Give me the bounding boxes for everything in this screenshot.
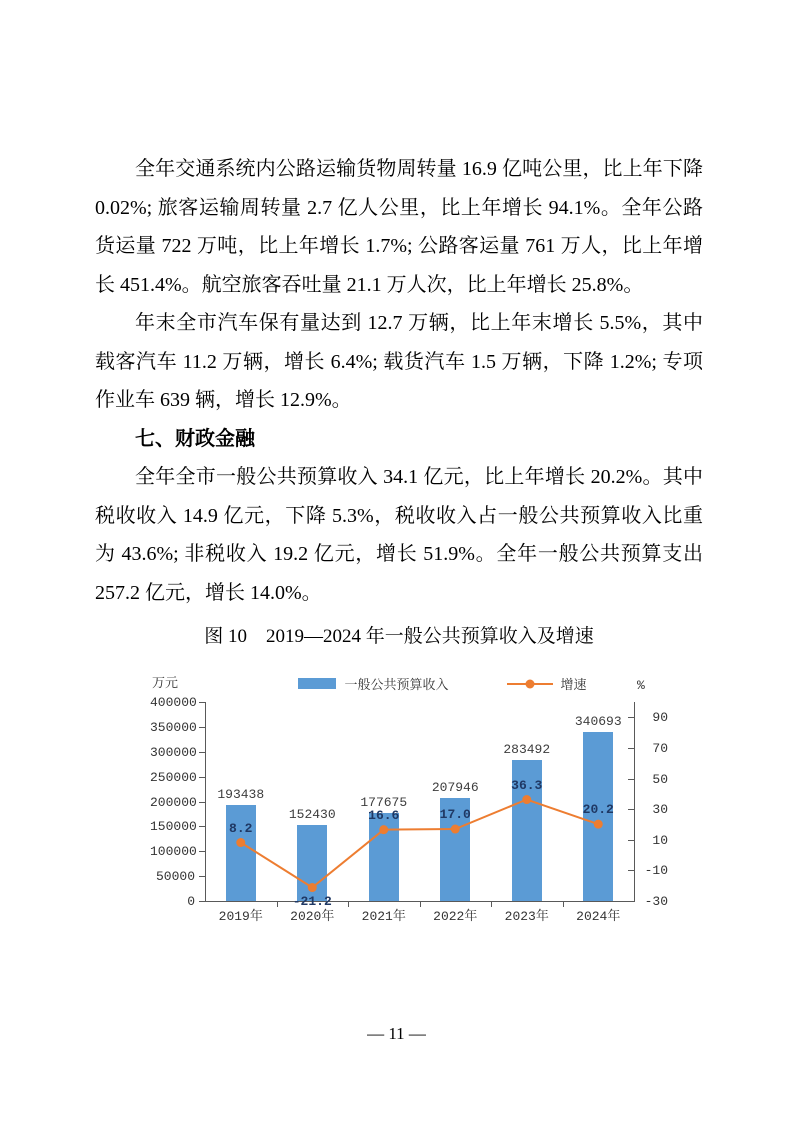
line-marker-2024年 (594, 820, 603, 829)
growth-rate-label: 36.3 (511, 777, 543, 793)
right-axis-tick-label: -30 (644, 894, 668, 909)
left-axis-tick-label: 400000 (150, 695, 197, 710)
right-axis-tick-label: 10 (652, 832, 668, 848)
right-axis-unit-label: % (637, 678, 645, 693)
x-axis-category-label: 2022年 (433, 909, 478, 924)
growth-rate-label: 16.6 (368, 807, 400, 823)
paragraph-transport-turnover: 全年交通系统内公路运输货物周转量 16.9 亿吨公里，比上年下降 0.02%; 旅客运输周转量 2.7 亿人公里，比上年增长 94.1%。全年公路货运量 722 万吨，比上年增长 1.7%; 公路客运量 761 万人，比上年增长 451.4%。航空旅客吞吐量 21.1 万人次，比上年增长 25.8%。 (95, 158, 703, 296)
left-axis-tick-label: 250000 (150, 769, 197, 785)
left-axis-tick-label: 300000 (150, 744, 197, 760)
right-axis-tick-label: -10 (644, 863, 668, 879)
x-axis-category-label: 2024年 (576, 909, 621, 924)
x-axis-category-label: 2020年 (290, 909, 335, 924)
legend-label-growth-rate: 增速 (560, 677, 587, 692)
bar-value-label: 177675 (360, 794, 408, 810)
growth-rate-label: 17.0 (439, 807, 471, 823)
x-axis-category-label: 2019年 (218, 909, 263, 924)
growth-rate-label: 8.2 (229, 820, 253, 836)
bar-value-label: 283492 (503, 741, 551, 757)
line-marker-2019年 (236, 838, 245, 847)
paragraph-vehicle-ownership: 年末全市汽车保有量达到 12.7 万辆，比上年末增长 5.5%，其中载客汽车 11.2 万辆，增长 6.4%; 载货汽车 1.5 万辆，下降 1.2%; 专项作业车 639 辆，增长 12.9%。 (95, 312, 703, 411)
left-axis-tick-label: 50000 (155, 869, 195, 885)
line-marker-2022年 (451, 825, 460, 834)
right-axis-tick-label: 70 (652, 740, 668, 756)
line-marker-2020年 (308, 883, 317, 892)
legend-label-budget-revenue: 一般公共预算收入 (344, 677, 449, 692)
chart-figure-10-budget-revenue (150, 664, 685, 932)
growth-rate-label: -21.2 (292, 893, 332, 909)
line-marker-2023年 (522, 795, 531, 804)
right-axis-tick-label: 50 (652, 771, 668, 787)
left-axis-tick-label: 350000 (150, 719, 197, 735)
growth-rate-label: 20.2 (582, 802, 614, 818)
right-axis-tick-label: 30 (652, 802, 668, 818)
left-axis-unit-label: 万元 (152, 676, 179, 691)
left-axis-tick-label: 100000 (150, 844, 197, 860)
left-axis-tick-label: 150000 (150, 819, 197, 835)
bar-value-label: 193438 (217, 786, 265, 802)
bar-value-label: 340693 (574, 713, 622, 729)
page-content (95, 150, 703, 932)
bar-value-label: 207946 (431, 779, 479, 795)
left-axis-tick-label: 200000 (150, 794, 197, 810)
bar-value-label: 152430 (288, 807, 336, 823)
figure-caption: 图 10 2019—2024 年一般公共预算收入及增速 (204, 626, 594, 647)
line-marker-2021年 (379, 825, 388, 834)
left-axis-tick-label: 0 (187, 894, 195, 909)
right-axis-tick-label: 90 (652, 710, 668, 726)
x-axis-category-label: 2021年 (361, 909, 406, 924)
paragraph-public-budget: 全年全市一般公共预算收入 34.1 亿元，比上年增长 20.2%。其中税收收入 14.9 亿元，下降 5.3%，税收收入占一般公共预算收入比重为 43.6%; 非税收入 19.2 亿元，增长 51.9%。全年一般公共预算支出 257.2 亿元，增长 14.0%。 (95, 466, 703, 604)
section-heading-finance: 七、财政金融 (135, 427, 255, 450)
growth-rate-line (150, 664, 685, 932)
x-axis-category-label: 2023年 (504, 909, 549, 924)
page-number: — 11 — (367, 1024, 426, 1043)
